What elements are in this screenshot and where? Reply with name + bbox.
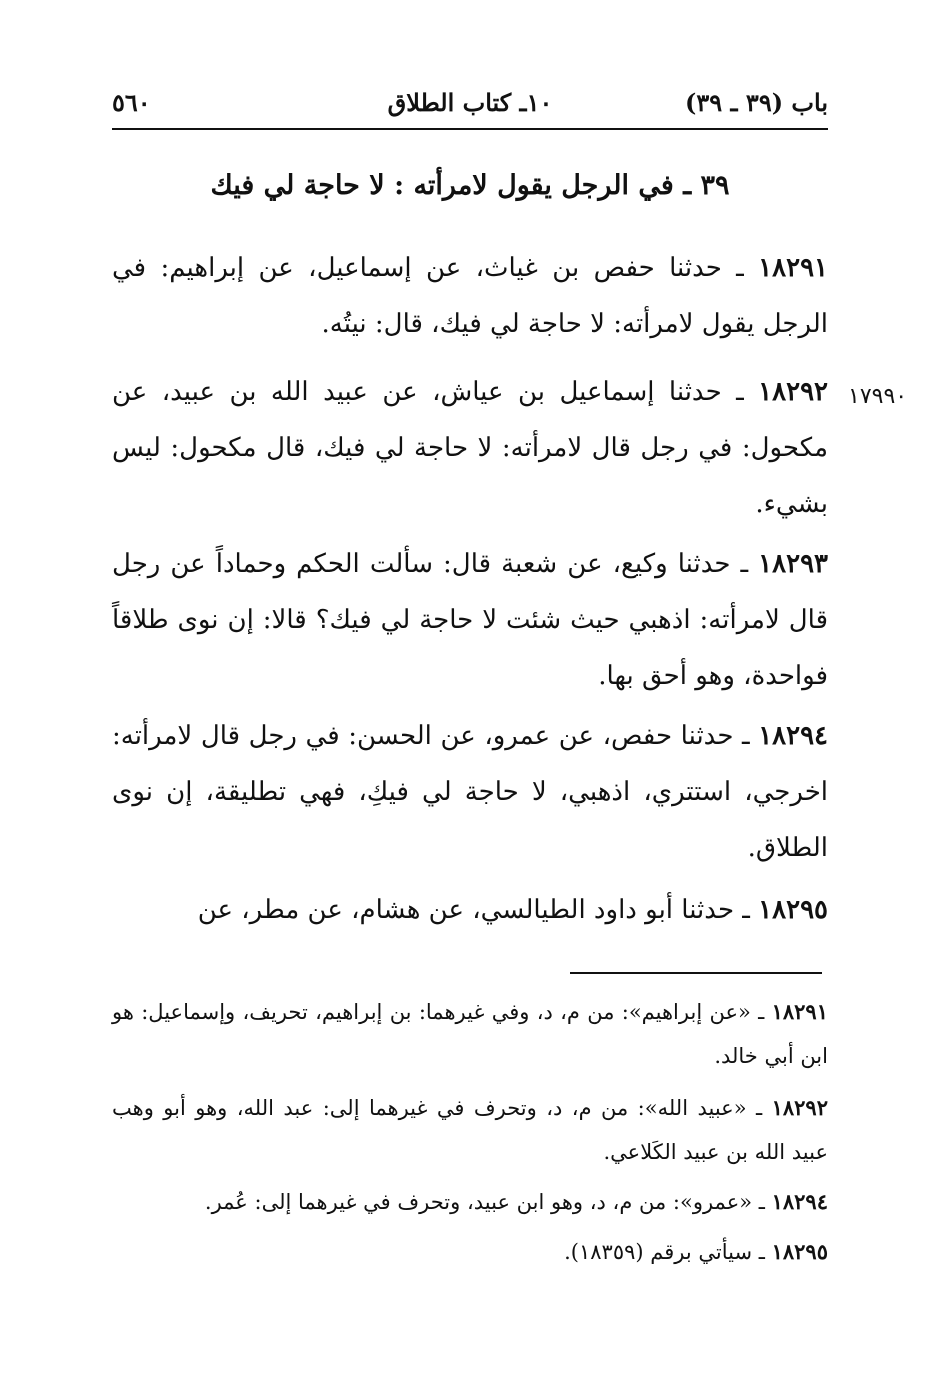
footnote-number: ١٨٢٩٢ (771, 1095, 828, 1120)
chapter-range: باب (٣٩ ـ ٣٩) (685, 88, 828, 117)
footnote (112, 1086, 828, 1174)
hadith-text: ـ حدثنا أبو داود الطيالسي، عن هشام، عن مطر، عن (197, 895, 750, 925)
hadith-number: ١٨٢٩١ (758, 253, 828, 283)
hadith-number: ١٨٢٩٢ (758, 377, 828, 407)
page-number: ٥٦٠ (112, 88, 151, 117)
hadith-paragraph (112, 536, 828, 704)
hadith-paragraph (112, 882, 828, 938)
footnote-separator (570, 972, 822, 974)
footnote (112, 990, 828, 1078)
footnote-number: ١٨٢٩١ (771, 999, 828, 1024)
hadith-paragraph (112, 364, 828, 532)
hadith-number: ١٨٢٩٤ (758, 721, 829, 751)
section-title: ٣٩ ـ في الرجل يقول لامرأته : لا حاجة لي فيك (210, 170, 730, 201)
hadith-text: ـ حدثنا وكيع، عن شعبة قال: سألت الحكم وحماداً عن رجل قال لامرأته: اذهبي حيث شئت لا حاجة لي فيك؟ قالا: إن نوى طلاقاً فواحدة، وهو أحق بها. (112, 549, 828, 691)
footnote-text: ـ «عبيد الله»: من م، د، وتحرف في غيرهما إلى: عبد الله، وهو أبو وهب عبيد الله بن عبيد الكَلاعي. (112, 1096, 828, 1164)
hadith-number: ١٨٢٩٥ (758, 895, 828, 925)
hadith-number: ١٨٢٩٣ (758, 549, 828, 579)
margin-reference-number: ١٧٩٩٠ (848, 384, 908, 409)
footnote-number: ١٨٢٩٤ (771, 1189, 828, 1214)
book-title: ١٠ـ كتاب الطلاق (387, 88, 553, 117)
footnote-text: ـ «عمرو»: من م، د، وهو ابن عبيد، وتحرف في غيرهما إلى: عُمر. (204, 1190, 765, 1214)
footnote-number: ١٨٢٩٥ (771, 1239, 828, 1264)
footnote (112, 1230, 828, 1274)
footnote-text: ـ سيأتي برقم (١٨٣٥٩). (564, 1240, 765, 1264)
hadith-text: ـ حدثنا إسماعيل بن عياش، عن عبيد الله بن عبيد، عن مكحول: في رجل قال لامرأته: لا حاجة لي فيك، قال مكحول: ليس بشيء. (112, 377, 828, 519)
hadith-paragraph (112, 240, 828, 352)
page-header (112, 84, 828, 130)
footnote-text: ـ «عن إبراهيم»: من م، د، وفي غيرهما: بن إبراهيم، تحريف، وإسماعيل: هو ابن أبي خالد. (112, 1000, 828, 1068)
footnote (112, 1180, 828, 1224)
hadith-paragraph (112, 708, 828, 876)
hadith-text: ـ حدثنا حفص، عن عمرو، عن الحسن: في رجل قال لامرأته: اخرجي، استتري، اذهبي، لا حاجة لي فيكِ، فهي تطليقة، إن نوى الطلاق. (112, 721, 828, 863)
hadith-text: ـ حدثنا حفص بن غياث، عن إسماعيل، عن إبراهيم: في الرجل يقول لامرأته: لا حاجة لي فيك، قال: نيتُه. (112, 253, 828, 339)
